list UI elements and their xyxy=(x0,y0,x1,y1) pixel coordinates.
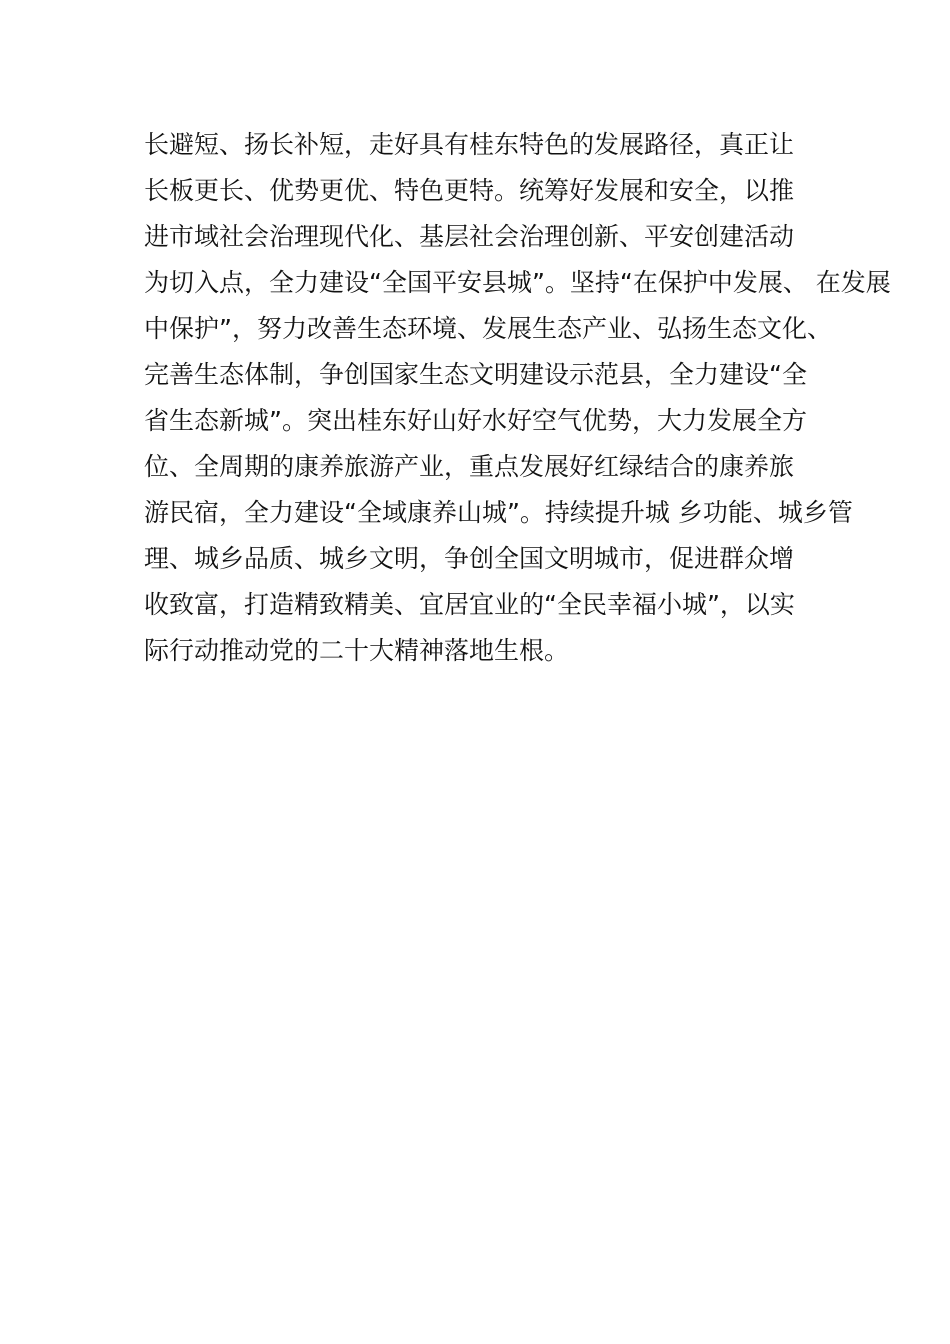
paragraph-line-8: 位、全周期的康养旅游产业，重点发展好红绿结合的康养旅 xyxy=(144,452,795,481)
paragraph-line-7: 省生态新城”。突出桂东好山好水好空气优势，大力发展全方 xyxy=(144,406,807,435)
paragraph-line-5: 中保护”，努力改善生态环境、发展生态产业、弘扬生态文化、 xyxy=(144,314,832,343)
paragraph-line-2: 长板更长、优势更优、特色更特。统筹好发展和安全，以推 xyxy=(144,176,795,205)
paragraph-line-9: 游民宿，全力建设“全域康养山城”。持续提升城 乡功能、城乡管 xyxy=(144,498,853,527)
paragraph-line-4: 为切入点，全力建设“全国平安县城”。坚持“在保护中发展、 在发展 xyxy=(144,268,891,297)
paragraph-line-1: 长避短、扬长补短，走好具有桂东特色的发展路径，真正让 xyxy=(144,130,795,159)
paragraph-line-6: 完善生态体制，争创国家生态文明建设示范县，全力建设“全 xyxy=(144,360,807,389)
body-paragraph xyxy=(144,122,891,674)
paragraph-line-10: 理、城乡品质、城乡文明，争创全国文明城市，促进群众增 xyxy=(144,544,795,573)
paragraph-line-12: 际行动推动党的二十大精神落地生根。 xyxy=(144,636,570,665)
paragraph-line-3: 进市域社会治理现代化、基层社会治理创新、平安创建活动 xyxy=(144,222,795,251)
paragraph-line-11: 收致富，打造精致精美、宜居宜业的“全民幸福小城”，以实 xyxy=(144,590,795,619)
